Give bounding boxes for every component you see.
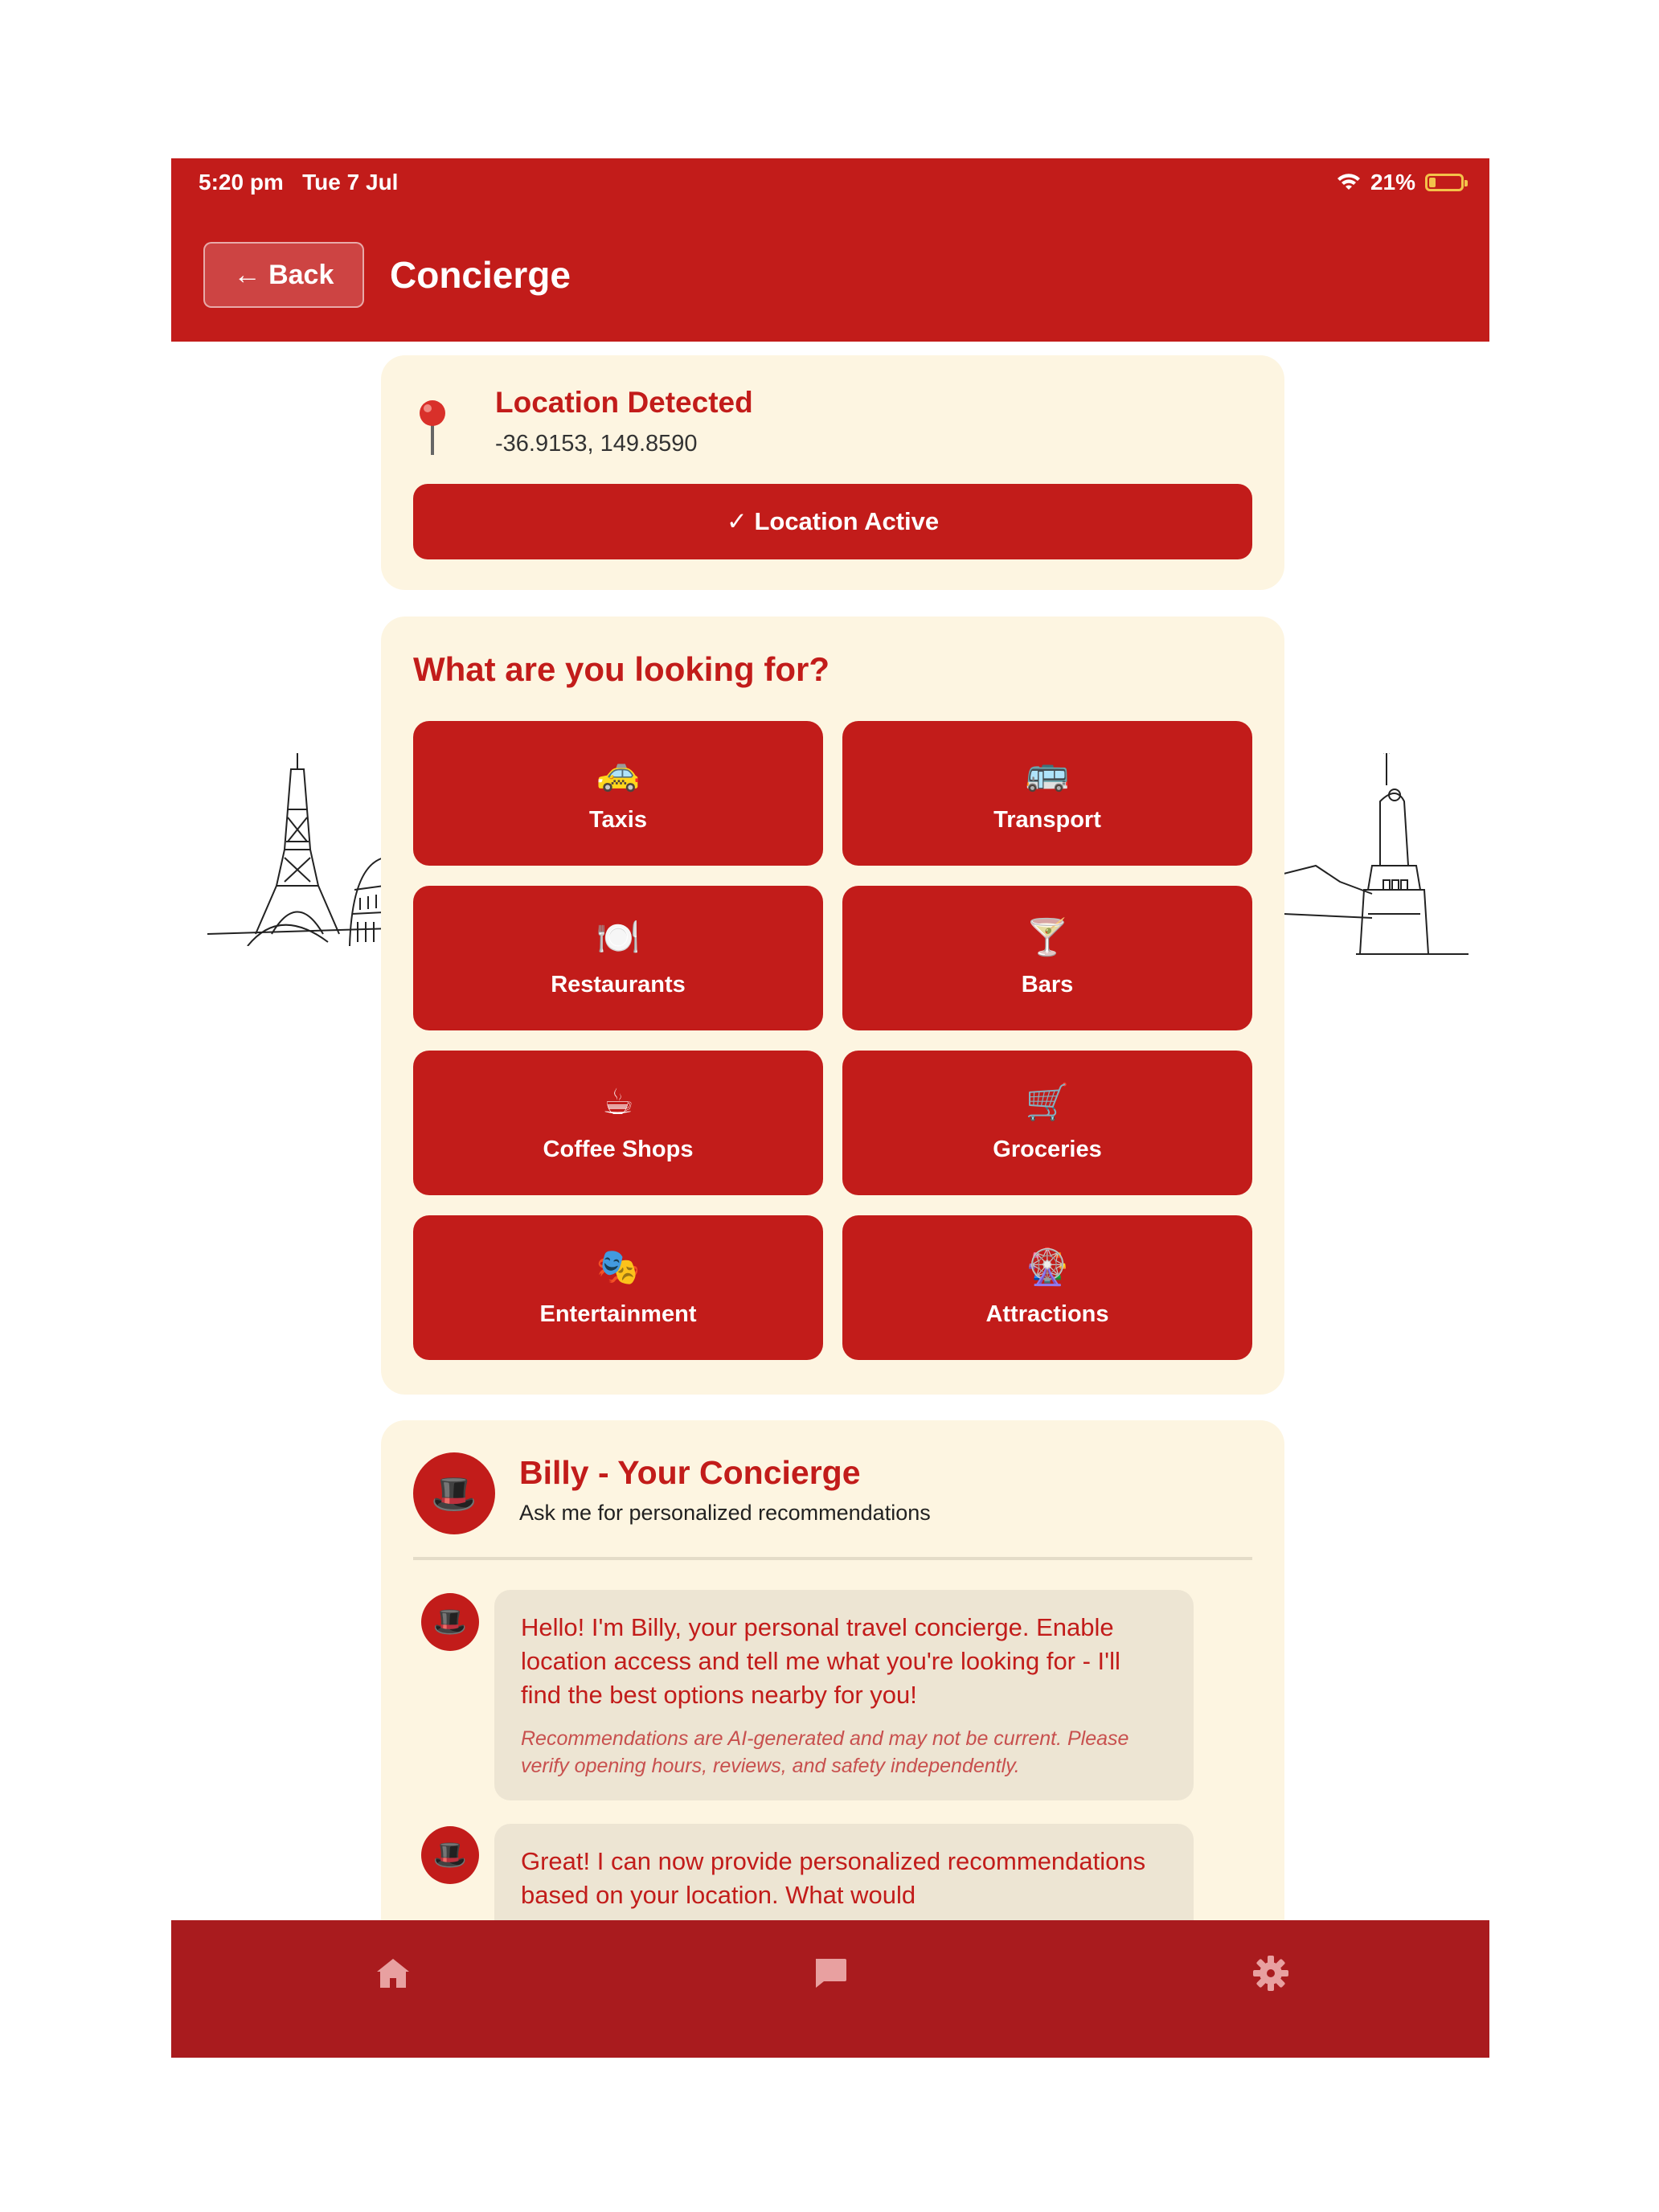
location-card [381,355,1284,590]
settings-icon[interactable] [1251,1954,1290,1993]
category-label: Transport [993,806,1101,833]
category-label: Entertainment [539,1301,697,1327]
category-label: Attractions [985,1301,1109,1327]
top-header [171,158,1489,342]
taxi-icon: 🚕 [596,752,641,793]
category-label: Coffee Shops [543,1136,694,1162]
category-coffee-shops-button[interactable] [413,1051,823,1195]
category-label: Restaurants [551,971,686,997]
concierge-name: Billy - Your Concierge [519,1454,861,1491]
cocktail-icon: 🍸 [1025,917,1070,957]
coffee-icon: ☕ [602,1082,634,1122]
plate-icon: 🍽️ [596,917,641,957]
category-attractions-button[interactable] [842,1215,1252,1360]
top-hat-icon: 🎩 [413,1452,495,1534]
message-text: Great! I can now provide personalized recommendations based on your location. What would [521,1847,1146,1909]
category-label: Groceries [993,1136,1102,1162]
category-label: Bars [1021,971,1074,997]
categories-card [381,616,1284,1395]
shopping-cart-icon: 🛒 [1025,1082,1070,1122]
category-label: Taxis [588,806,647,833]
category-groceries-button[interactable] [842,1051,1252,1195]
category-bars-button[interactable] [842,886,1252,1030]
battery-icon [1425,174,1464,191]
status-time: 5:20 pm Tue 7 Jul [199,170,399,195]
location-active-button[interactable] [413,484,1252,559]
chat-divider [413,1557,1252,1560]
home-icon[interactable] [374,1954,412,1993]
page-title: Concierge [390,254,571,296]
back-button[interactable] [203,242,364,308]
map-pin-icon [416,399,449,457]
categories-grid [413,721,1252,1360]
top-hat-icon: 🎩 [421,1593,479,1651]
top-hat-icon: 🎩 [421,1826,479,1884]
colosseum-sketch [348,858,384,946]
location-active-label: ✓ Location Active [726,507,940,535]
app-screen [171,158,1489,2058]
theater-masks-icon: 🎭 [596,1247,641,1287]
category-entertainment-button[interactable] [413,1215,823,1360]
statue-of-liberty-sketch [1284,753,1469,962]
battery-percent: 21% [1370,170,1415,195]
category-restaurants-button[interactable] [413,886,823,1030]
bottom-navigation [171,1920,1489,2058]
status-indicators [1337,170,1464,195]
message-text: Hello! I'm Billy, your personal travel concierge. Enable location access and tell me what you're looking for - I'll find the best options nearby for you! [521,1613,1120,1709]
back-button-label: ← Back [233,259,334,290]
location-coordinates: -36.9153, 149.8590 [495,431,698,457]
chat-message [494,1590,1194,1800]
category-taxis-button[interactable] [413,721,823,866]
wifi-icon [1337,173,1361,192]
concierge-subtitle: Ask me for personalized recommendations [519,1501,931,1525]
category-transport-button[interactable] [842,721,1252,866]
ferris-wheel-icon: 🎡 [1025,1247,1070,1287]
categories-heading: What are you looking for? [413,650,830,688]
location-title: Location Detected [495,386,753,419]
bus-icon: 🚌 [1025,752,1070,793]
chat-icon[interactable] [811,1954,850,1993]
ai-disclaimer: Recommendations are AI-generated and may not be current. Please verify opening hours, reviews, and safety independently. [521,1727,1129,1777]
battery-fill [1429,178,1436,187]
